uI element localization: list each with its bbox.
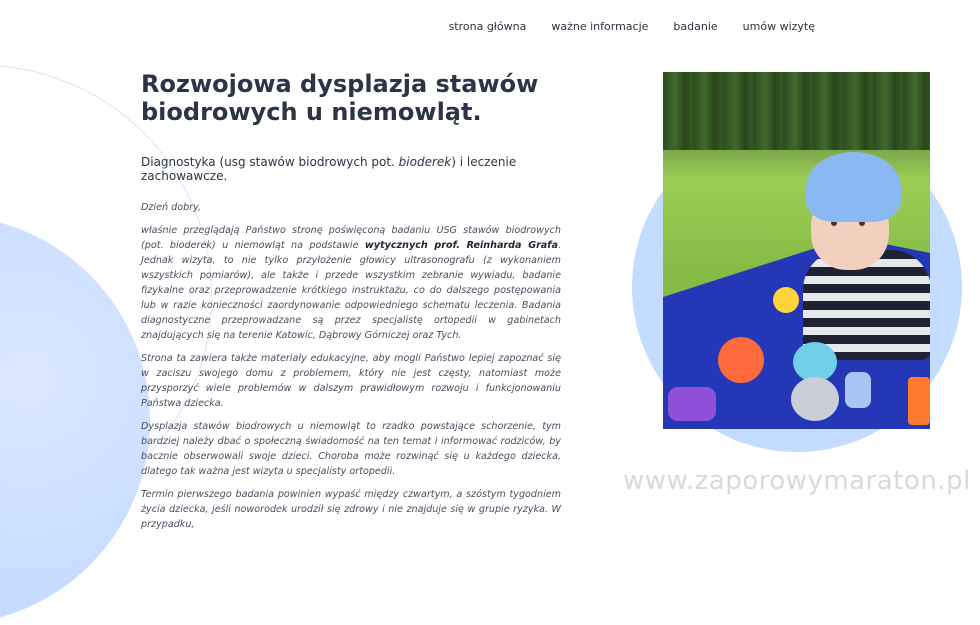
nav-item-book-visit[interactable]: umów wizytę	[742, 20, 815, 33]
photo-toy-orange-right	[908, 377, 930, 425]
nav-item-examination[interactable]: badanie	[673, 20, 718, 33]
watermark-text: www.zaporowymaraton.pl	[623, 466, 971, 496]
first-exam-paragraph: Termin pierwszego badania powinien wypaść między czwartym, a szóstym tygodniem życia dziecka, jeśli noworodek urodził się zdrowy i nie znajduje się w grupie ryzyka. W przypadku,	[141, 489, 561, 530]
photo-toy-purple	[668, 387, 716, 421]
subtitle-text-before: Diagnostyka (usg stawów biodrowych pot.	[141, 155, 399, 169]
nav-item-important-info[interactable]: ważne informacje	[551, 20, 649, 33]
article-content	[141, 200, 561, 540]
photo-toy-pattern	[845, 372, 871, 408]
intro-paragraph	[141, 223, 561, 343]
photo-trees	[663, 72, 930, 150]
page-subtitle	[141, 155, 571, 183]
nav-item-home[interactable]: strona główna	[448, 20, 527, 33]
intro-strong-text: wytycznych prof. Reinharda Grafa	[364, 240, 558, 251]
photo-toy-blue	[793, 342, 837, 382]
main-navigation	[449, 20, 815, 33]
subtitle-emphasis: bioderek	[398, 155, 452, 169]
photo-toy-grey	[791, 377, 839, 421]
intro-text-after: . Jednak wizyta, to nie tylko przyłożenie głowicy ultrasonografu (z wykonaniem wszystkich pomiarów), ale także i przede wszystkim zebranie wywiadu, badanie fizykalne oraz przeprowadzenie krótkiego instruktażu, co do dalszego postępowania lub w razie konieczności zaordynowanie odpowiedniego schematu leczenia. Badania diagnostyczne przeprowadzane są przez specjalistę ortopedii w gabinetach znajdujących się na terenie Katowic, Dąbrowy Górniczej oraz Tych.	[141, 240, 561, 341]
photo-toy-orange	[718, 337, 764, 383]
subtitle-text-after: ) i leczenie zachowawcze.	[141, 155, 517, 183]
baby-photo	[663, 72, 930, 429]
education-paragraph: Strona ta zawiera także materiały edukacyjne, aby mogli Państwo lepiej zapoznać się w zaciszu swojego domu z problemem, który nie jest częsty, natomiast może przysporzyć wiele problemów w dalszym prawidłowym rozwoju i funkcjonowaniu Państwa dziecka.	[141, 353, 561, 409]
dysplasia-paragraph: Dysplazja stawów biodrowych u niemowląt to rzadko powstające schorzenie, tym bardziej należy dbać o społeczną świadomość na ten temat i informować rodziców, by bacznie obserwowali swoje dzieci. Choroba może rozwinąć się u każdego dziecka, dlatego tak ważna jest wizyta u specjalisty ortopedii.	[141, 421, 561, 477]
greeting-paragraph: Dzień dobry,	[141, 202, 202, 213]
photo-toy-yellow	[773, 287, 799, 313]
photo-baby-hat	[806, 152, 901, 222]
intro-text-before: właśnie przeglądają Państwo stronę poświęconą badaniu USG stawów biodrowych (pot. bioderek) u niemowląt na podstawie	[141, 225, 561, 251]
page-title: Rozwojowa dysplazja stawów biodrowych u niemowląt.	[141, 70, 539, 126]
